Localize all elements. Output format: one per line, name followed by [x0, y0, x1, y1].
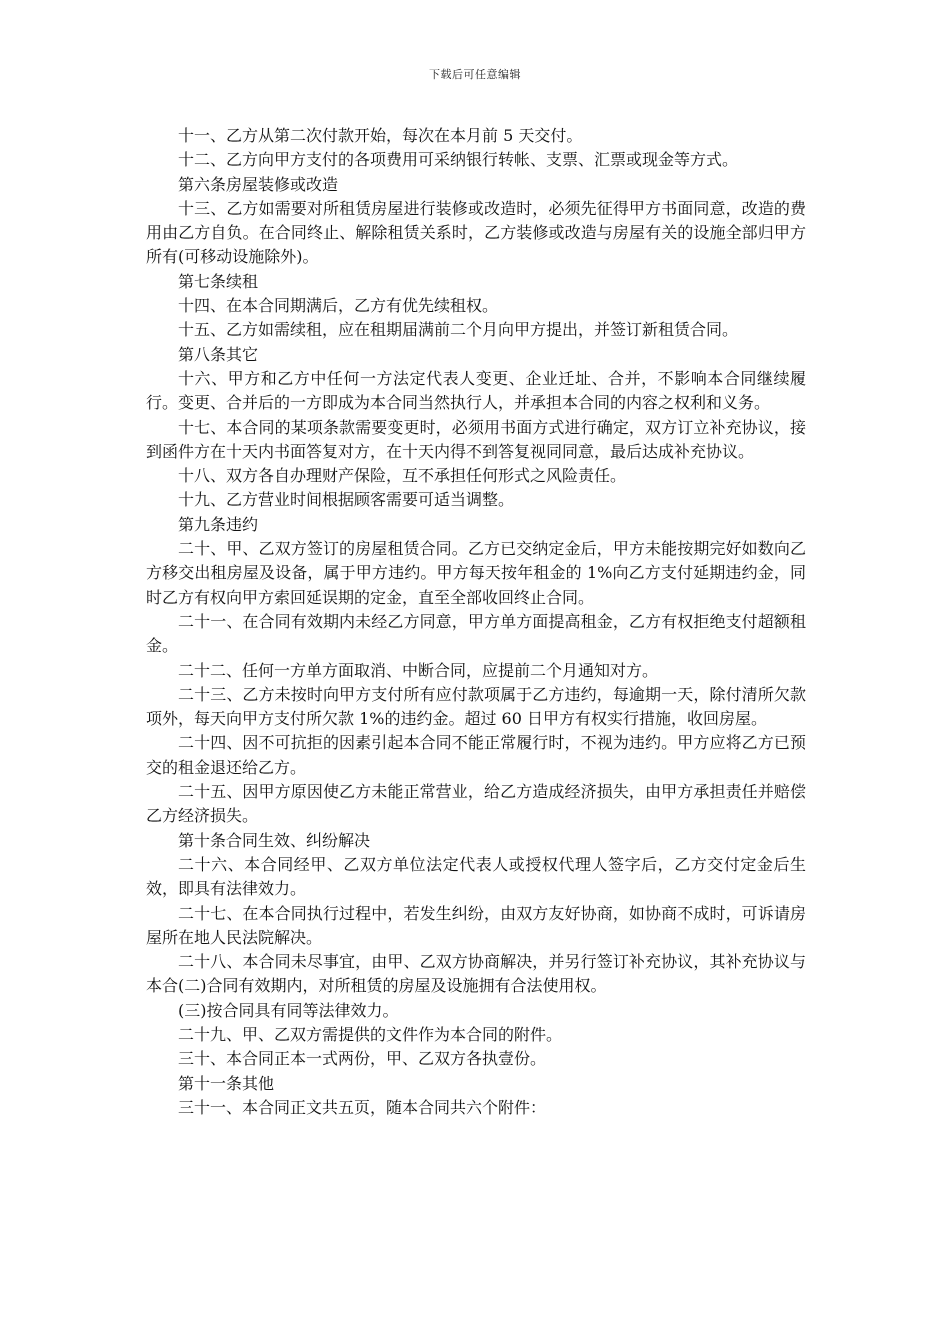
page-header: 下载后可任意编辑 — [429, 68, 521, 81]
section-heading: 第七条续租 — [178, 271, 259, 291]
paragraph: 十五、乙方如需续租，应在租期届满前二个月向甲方提出，并签订新租赁合同。 — [178, 320, 739, 340]
paragraph: 十三、乙方如需要对所租赁房屋进行装修或改造时，必须先征得甲方书面同意，改造的费用由乙方自负。在合同终止、解除租赁关系时，乙方装修或改造与房屋有关的设施全部归甲方所有(可移动设施除外)。 — [146, 198, 806, 267]
paragraph: 十七、本合同的某项条款需要变更时，必须用书面方式进行确定，双方订立补充协议，接到函件方在十天内书面答复对方，在十天内得不到答复视同同意，最后达成补充协议。 — [146, 417, 806, 461]
paragraph: 三十、本合同正本一式两份，甲、乙双方各执壹份。 — [178, 1049, 547, 1069]
paragraph: 十八、双方各自办理财产保险，互不承担任何形式之风险责任。 — [178, 466, 627, 486]
paragraph: 二十二、任何一方单方面取消、中断合同，应提前二个月通知对方。 — [178, 660, 659, 680]
paragraph: 十一、乙方从第二次付款开始，每次在本月前 5 天交付。 — [178, 126, 583, 145]
section-heading: 第八条其它 — [178, 344, 259, 364]
paragraph: 十九、乙方营业时间根据顾客需要可适当调整。 — [178, 490, 515, 510]
paragraph: 二十三、乙方未按时向甲方支付所有应付款项属于乙方违约，每逾期一天，除付清所欠款项外，每天向甲方支付所欠款 1%的违约金。超过 60 日甲方有权实行措施，收回房屋。 — [146, 684, 806, 729]
paragraph: 二十五、因甲方原因使乙方未能正常营业，给乙方造成经济损失，由甲方承担责任并赔偿乙方经济损失。 — [146, 782, 806, 826]
paragraph: 二十七、在本合同执行过程中，若发生纠纷，由双方友好协商，如协商不成时，可诉请房屋所在地人民法院解决。 — [146, 903, 806, 947]
paragraph: 十二、乙方向甲方支付的各项费用可采纳银行转帐、支票、汇票或现金等方式。 — [178, 150, 739, 170]
section-heading: 第十一条其他 — [178, 1073, 275, 1093]
paragraph: 二十六、本合同经甲、乙双方单位法定代表人或授权代理人签字后，乙方交付定金后生效，即具有法律效力。 — [146, 854, 806, 899]
paragraph: 二十四、因不可抗拒的因素引起本合同不能正常履行时，不视为违约。甲方应将乙方已预交的租金退还给乙方。 — [146, 733, 806, 777]
paragraph: 二十八、本合同未尽事宜，由甲、乙双方协商解决，并另行签订补充协议，其补充协议与本合(二)合同有效期内，对所租赁的房屋及设施拥有合法使用权。 — [146, 952, 806, 996]
document-body — [146, 124, 806, 1120]
paragraph: (三)按合同具有同等法律效力。 — [178, 1000, 399, 1020]
paragraph: 十四、在本合同期满后，乙方有优先续租权。 — [178, 296, 499, 316]
paragraph: 十六、甲方和乙方中任何一方法定代表人变更、企业迁址、合并，不影响本合同继续履行。变更、合并后的一方即成为本合同当然执行人，并承担本合同的内容之权利和义务。 — [146, 368, 806, 413]
section-heading: 第六条房屋装修或改造 — [178, 174, 339, 194]
paragraph: 二十九、甲、乙双方需提供的文件作为本合同的附件。 — [178, 1024, 563, 1044]
paragraph: 三十一、本合同正文共五页，随本合同共六个附件： — [178, 1097, 547, 1117]
section-heading: 第九条违约 — [178, 514, 259, 534]
section-heading: 第十条合同生效、纠纷解决 — [178, 830, 371, 850]
paragraph: 二十、甲、乙双方签订的房屋租赁合同。乙方已交纳定金后，甲方未能按期完好如数向乙方移交出租房屋及设备，属于甲方违约。甲方每天按年租金的 1%向乙方支付延期违约金，同时乙方有权向甲方索回延误期的定金，直至全部收回终止合同。 — [146, 539, 806, 607]
paragraph: 二十一、在合同有效期内未经乙方同意，甲方单方面提高租金，乙方有权拒绝支付超额租金。 — [146, 611, 806, 656]
